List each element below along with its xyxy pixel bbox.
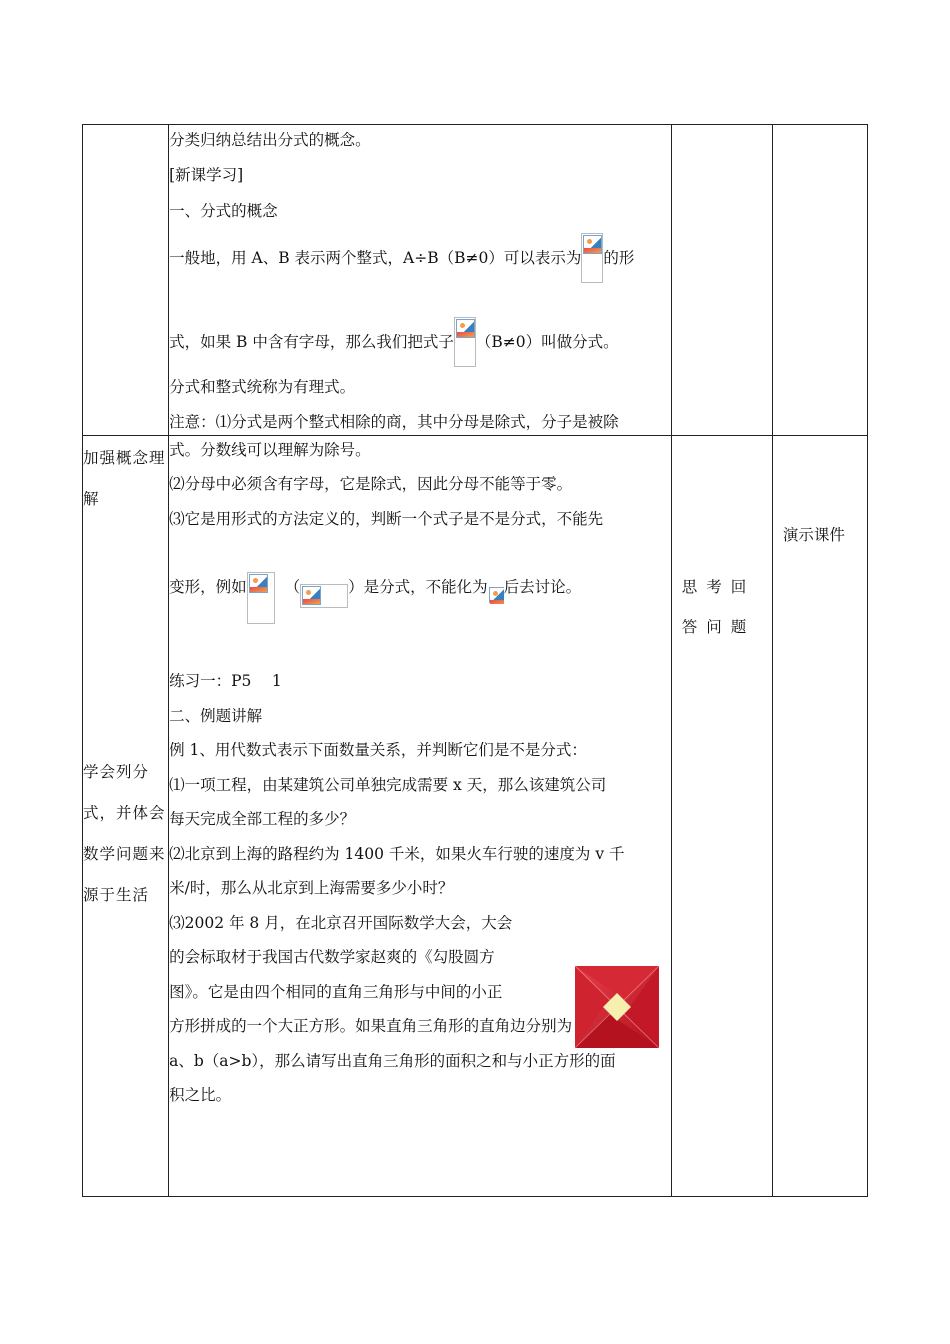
practice-line: 练习一：P5 1 (169, 672, 282, 691)
example-line (169, 572, 671, 622)
fraction-image-placeholder (581, 233, 603, 283)
section-heading: 一、分式的概念 (169, 201, 278, 220)
image-icon (456, 319, 475, 338)
fraction-image-placeholder (454, 317, 476, 367)
lesson-plan-table (82, 124, 868, 1197)
question-1: ⑴一项工程，由某建筑公司单独完成需要 x 天，那么该建筑公司 (169, 775, 607, 794)
note-line: ⑶它是用形式的方法定义的，判断一个式子是不是分式，不能先 (169, 509, 604, 528)
side-cell (83, 436, 169, 1197)
question-3-cont: 积之比。 (169, 1086, 232, 1105)
fraction-image-placeholder (488, 586, 504, 604)
definition-line (169, 234, 671, 282)
question-3-cont: 的会标取材于我国古代数学家赵爽的《勾股圆方 (169, 948, 495, 967)
activity-text: 思考回答问题 (681, 578, 756, 637)
image-icon (489, 587, 504, 603)
note-line: 注意：⑴分式是两个整式相除的商，其中分母是除式，分子是被除 (169, 412, 619, 431)
activity-cell (671, 125, 772, 436)
definition-text: 式，如果 B 中含有字母，那么我们把式子 (169, 333, 454, 352)
side-cell (83, 125, 169, 436)
goal-label: 加强概念理解 (83, 449, 166, 509)
question-2: ⑵北京到上海的路程约为 1400 千米，如果火车行驶的速度为 v 千 (169, 844, 625, 863)
note-line: ⑵分母中必须含有字母，它是除式，因此分母不能等于零。 (169, 475, 573, 494)
section-heading: 二、例题讲解 (169, 706, 263, 725)
table-row (83, 125, 868, 436)
zhao-shuang-diagram (573, 964, 661, 1050)
question-2-cont: 米/时，那么从北京到上海需要多少小时？ (169, 879, 454, 898)
table-row (83, 436, 868, 1197)
fraction-image-placeholder (247, 572, 275, 624)
example-text: 后去讨论。 (503, 578, 582, 597)
definition-line-2 (169, 318, 671, 366)
intro-line: 分类归纳总结出分式的概念。 (169, 131, 371, 149)
question-1-cont: 每天完成全部工程的多少？ (169, 810, 356, 829)
definition-text-end: 的形 (603, 249, 635, 268)
section-tag: [新课学习] (169, 166, 244, 185)
example-text: 变形，例如 (169, 578, 247, 597)
fraction-image-placeholder (300, 584, 348, 608)
rational-expr-line: 分式和整式统称为有理式。 (169, 378, 356, 397)
definition-text-end: （B≠0）叫做分式。 (475, 333, 619, 352)
example-text: ）是分式，不能化为 (348, 578, 488, 597)
activity-cell (671, 436, 772, 1197)
note-line: 式。分数线可以理解为除号。 (169, 441, 371, 459)
content-cell (169, 436, 672, 1197)
content-cell (169, 125, 672, 436)
image-icon (249, 574, 268, 593)
definition-text: 一般地，用 A、B 表示两个整式，A÷B（B≠0）可以表示为 (169, 249, 582, 268)
question-3-cont: a、b（a>b），那么请写出直角三角形的面积之和与小正方形的面 (169, 1051, 616, 1070)
goal-label-2: 学会列分式，并体会数学问题来源于生活 (83, 763, 166, 905)
question-3-cont: 图》。它是由四个相同的直角三角形与中间的小正 (169, 982, 503, 1001)
question-3: ⑶2002 年 8 月，在北京召开国际数学大会，大会 (169, 913, 513, 932)
resource-cell (772, 125, 867, 436)
resource-cell (772, 436, 867, 1197)
resource-text: 演示课件 (782, 526, 845, 544)
example-text: （ (284, 578, 301, 597)
question-3-cont: 方形拼成的一个大正方形。如果直角三角形的直角边分别为 (169, 1017, 573, 1036)
image-icon (302, 586, 321, 605)
example-heading: 例 1、用代数式表示下面数量关系，并判断它们是不是分式： (169, 741, 587, 760)
image-icon (583, 235, 602, 254)
